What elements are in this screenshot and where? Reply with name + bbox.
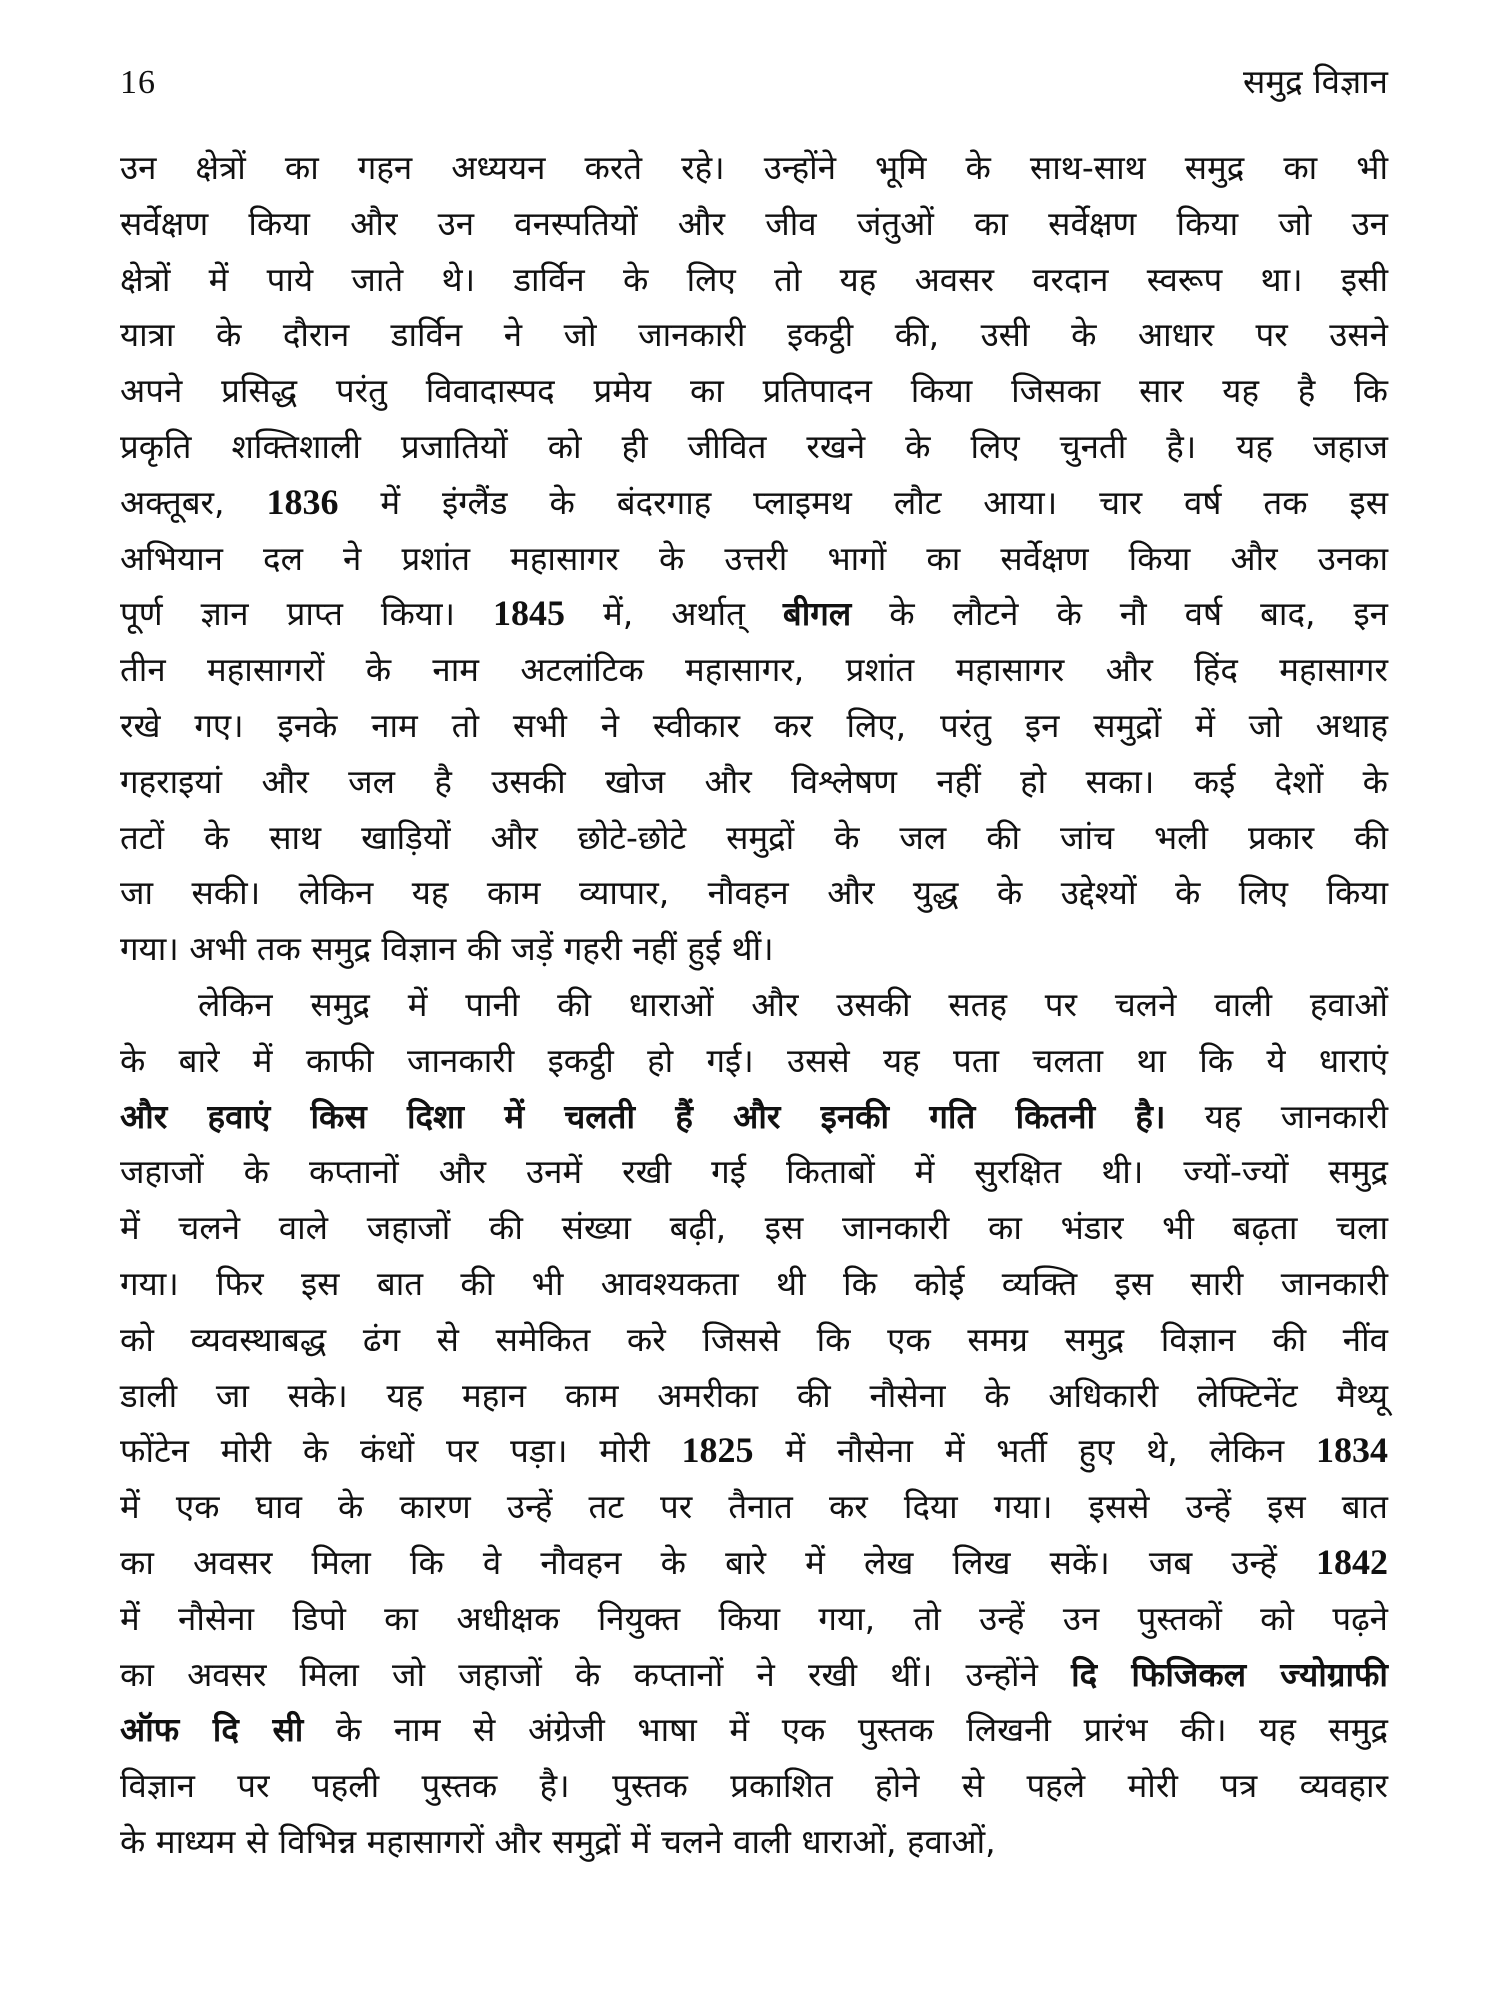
text-line (120, 865, 1388, 921)
text-segment: का अवसर मिला जो जहाजों के कप्तानों ने रखी थीं। उन्होंने (120, 1654, 1072, 1694)
text-segment: अभियान दल ने प्रशांत महासागर के उत्तरी भागों का सर्वेक्षण किया और उनका (120, 538, 1388, 578)
text-segment: लेकिन समुद्र में पानी की धाराओं और उसकी सतह पर चलने वाली हवाओं (198, 984, 1388, 1024)
year-number: 1842 (1316, 1541, 1388, 1582)
text-line (120, 531, 1388, 587)
text-line (120, 1312, 1388, 1368)
text-segment: अक्तूबर, (120, 482, 267, 522)
year-number: 1825 (681, 1430, 754, 1471)
text-segment: क्षेत्रों में पाये जाते थे। डार्विन के लिए तो यह अवसर वरदान स्वरूप था। इसी (120, 259, 1388, 299)
text-line (120, 1368, 1388, 1424)
text-line (120, 475, 1388, 531)
text-line (120, 1647, 1388, 1703)
text-segment: तीन महासागरों के नाम अटलांटिक महासागर, प्रशांत महासागर और हिंद महासागर (120, 650, 1388, 690)
text-line (120, 1423, 1388, 1479)
text-segment: में नौसेना डिपो का अधीक्षक नियुक्त किया गया, तो उन्हें उन पुस्तकों को पढ़ने (120, 1598, 1388, 1638)
bold-text: ऑफ दि सी (120, 1710, 304, 1750)
bold-text: बीगल (782, 594, 852, 634)
text-line (120, 810, 1388, 866)
paragraph (120, 977, 1388, 1870)
text-line (120, 1479, 1388, 1535)
text-line (120, 1702, 1388, 1758)
text-line (120, 1089, 1388, 1145)
text-segment: में इंग्लैंड के बंदरगाह प्लाइमथ लौट आया। चार वर्ष तक इस (338, 482, 1388, 522)
running-header (120, 58, 1388, 122)
text-segment: फोंटेन मोरी के कंधों पर पड़ा। मोरी (120, 1431, 682, 1471)
text-segment: को व्यवस्थाबद्ध ढंग से समेकित करे जिससे कि एक समग्र समुद्र विज्ञान की नींव (120, 1319, 1388, 1359)
text-line (120, 419, 1388, 475)
text-segment: सर्वेक्षण किया और उन वनस्पतियों और जीव जंतुओं का सर्वेक्षण किया जो उन (120, 203, 1388, 243)
page-number: 16 (120, 64, 156, 101)
text-segment: में, अर्थात् (565, 594, 783, 634)
text-line (120, 1591, 1388, 1647)
text-segment: रखे गए। इनके नाम तो सभी ने स्वीकार कर लिए, परंतु इन समुद्रों में जो अथाह (120, 705, 1388, 745)
text-line (120, 1758, 1388, 1814)
text-segment: में नौसेना में भर्ती हुए थे, लेकिन (753, 1431, 1316, 1471)
text-segment: यात्रा के दौरान डार्विन ने जो जानकारी इकट्ठी की, उसी के आधार पर उसने (120, 315, 1388, 355)
body-text (120, 140, 1388, 1870)
text-line (120, 754, 1388, 810)
text-line (120, 1814, 1388, 1870)
text-segment: का अवसर मिला कि वे नौवहन के बारे में लेख लिख सकें। जब उन्हें (120, 1542, 1316, 1582)
text-segment: विज्ञान पर पहली पुस्तक है। पुस्तक प्रकाशित होने से पहले मोरी पत्र व्यवहार (120, 1766, 1388, 1806)
text-line (120, 1535, 1388, 1591)
book-title: समुद्र विज्ञान (1243, 62, 1388, 101)
paragraph (120, 140, 1388, 977)
text-segment: जा सकी। लेकिन यह काम व्यापार, नौवहन और युद्ध के उद्देश्यों के लिए किया (120, 873, 1388, 913)
text-segment: अपने प्रसिद्ध परंतु विवादास्पद प्रमेय का प्रतिपादन किया जिसका सार यह है कि (120, 371, 1388, 411)
text-line (120, 1144, 1388, 1200)
text-line (120, 642, 1388, 698)
text-line (120, 586, 1388, 642)
text-line (120, 307, 1388, 363)
text-segment: गया। फिर इस बात की भी आवश्यकता थी कि कोई व्यक्ति इस सारी जानकारी (120, 1263, 1388, 1303)
text-line (120, 140, 1388, 196)
year-number: 1836 (266, 481, 339, 522)
text-segment: डाली जा सके। यह महान काम अमरीका की नौसेना के अधिकारी लेफ्टिनेंट मैथ्यू (120, 1375, 1388, 1415)
text-line (120, 1256, 1388, 1312)
text-segment: के लौटने के नौ वर्ष बाद, इन (851, 594, 1388, 634)
text-segment: गहराइयां और जल है उसकी खोज और विश्लेषण नहीं हो सका। कई देशों के (120, 761, 1388, 801)
text-segment: गया। अभी तक समुद्र विज्ञान की जड़ें गहरी नहीं हुई थीं। (120, 929, 774, 969)
bold-text: दि फिजिकल ज्योग्राफी (1071, 1654, 1388, 1694)
text-segment: जहाजों के कप्तानों और उनमें रखी गई किताबों में सुरक्षित थी। ज्यों-ज्यों समुद्र (120, 1152, 1388, 1192)
text-segment: के नाम से अंग्रेजी भाषा में एक पुस्तक लिखनी प्रारंभ की। यह समुद्र (303, 1710, 1389, 1750)
text-line (120, 252, 1388, 308)
text-segment: में एक घाव के कारण उन्हें तट पर तैनात कर दिया गया। इससे उन्हें इस बात (120, 1487, 1388, 1527)
bold-text: और हवाएं किस दिशा में चलती हैं और इनकी गति कितनी है। (120, 1096, 1166, 1136)
text-line (120, 1200, 1388, 1256)
text-line (120, 921, 1388, 977)
text-line (120, 698, 1388, 754)
year-number: 1834 (1316, 1430, 1388, 1471)
year-number: 1845 (493, 593, 565, 634)
text-segment: तटों के साथ खाड़ियों और छोटे-छोटे समुद्रों के जल की जांच भली प्रकार की (120, 817, 1388, 857)
text-line (120, 363, 1388, 419)
text-segment: के माध्यम से विभिन्न महासागरों और समुद्रों में चलने वाली धाराओं, हवाओं, (120, 1821, 996, 1861)
text-segment: पूर्ण ज्ञान प्राप्त किया। (120, 594, 493, 634)
text-segment: उन क्षेत्रों का गहन अध्ययन करते रहे। उन्होंने भूमि के साथ-साथ समुद्र का भी (120, 148, 1388, 187)
text-line (120, 977, 1388, 1033)
text-line (120, 196, 1388, 252)
text-segment: यह जानकारी (1165, 1096, 1388, 1136)
text-line (120, 1033, 1388, 1089)
text-segment: के बारे में काफी जानकारी इकट्ठी हो गई। उससे यह पता चलता था कि ये धाराएं (120, 1040, 1388, 1080)
text-segment: प्रकृति शक्तिशाली प्रजातियों को ही जीवित रखने के लिए चुनती है। यह जहाज (120, 426, 1388, 466)
text-segment: में चलने वाले जहाजों की संख्या बढ़ी, इस जानकारी का भंडार भी बढ़ता चला (120, 1208, 1388, 1248)
